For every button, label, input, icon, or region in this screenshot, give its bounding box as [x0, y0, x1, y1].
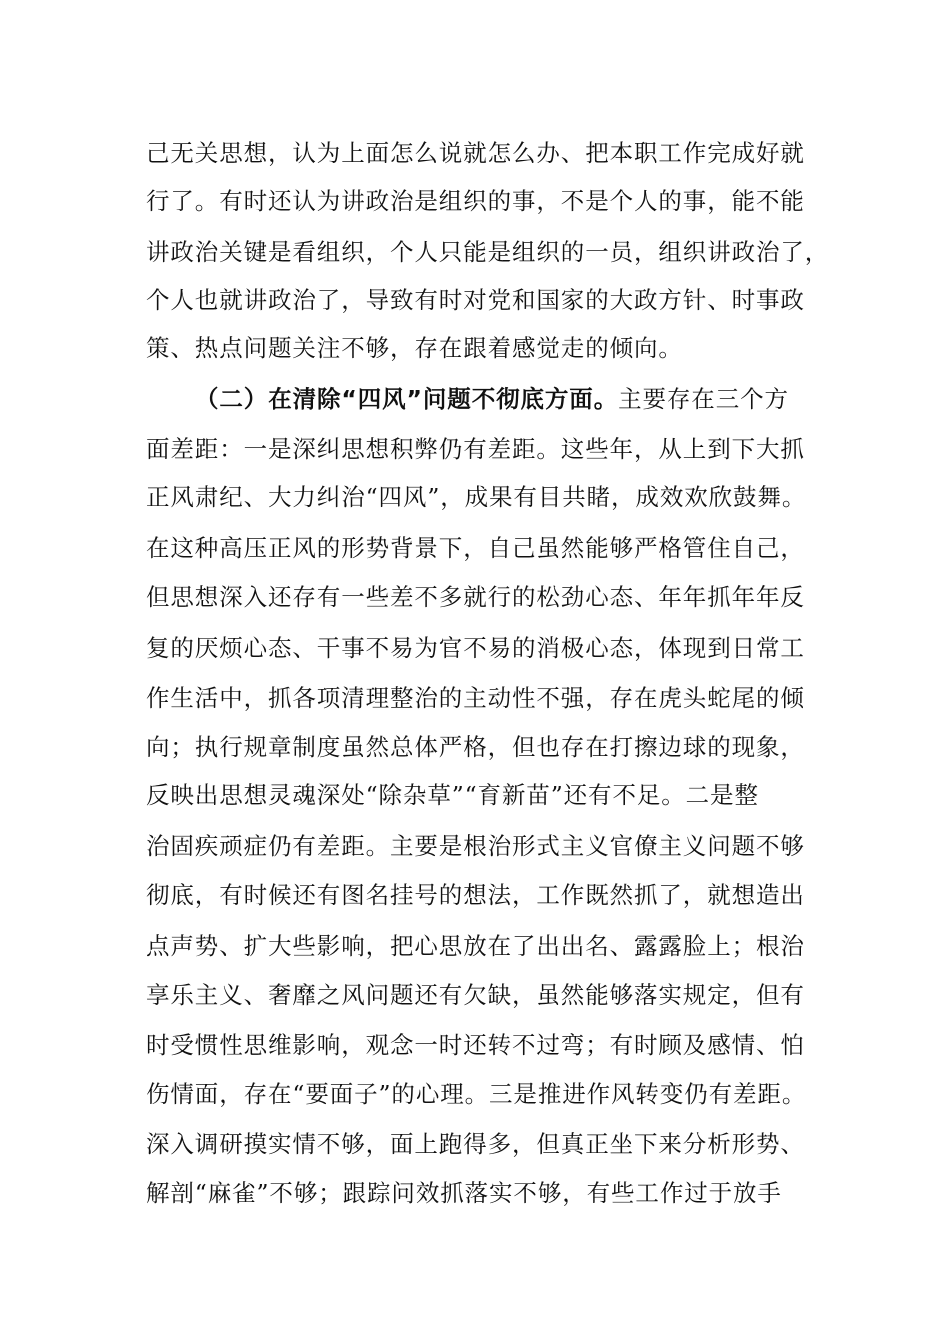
text-line: 策、热点问题关注不够，存在跟着感觉走的倾向。	[146, 334, 683, 362]
text-line: 解剖“麻雀”不够；跟踪问效抓落实不够，有些工作过于放手	[146, 1179, 782, 1207]
text-line: 享乐主义、奢靡之风问题还有欠缺，虽然能够落实规定，但有	[146, 981, 805, 1009]
text-line: 在这种高压正风的形势背景下，自己虽然能够严格管住自己，	[146, 534, 805, 562]
text-line: 伤情面，存在“要面子”的心理。三是推进作风转变仍有差距。	[146, 1080, 807, 1108]
text-line: 但思想深入还存有一些差不多就行的松劲心态、年年抓年年反	[146, 583, 805, 611]
text-line: 讲政治关键是看组织，个人只能是组织的一员，组织讲政治了，	[146, 238, 830, 266]
text-line: 时受惯性思维影响，观念一时还转不过弯；有时顾及感情、怕	[146, 1031, 805, 1059]
text-line: 彻底，有时候还有图名挂号的想法，工作既然抓了，就想造出	[146, 881, 805, 909]
section-heading: （二）在清除“四风”问题不彻底方面。	[195, 385, 619, 413]
text-line: 深入调研摸实情不够，面上跑得多，但真正坐下来分析形势、	[146, 1130, 805, 1158]
text-line: 正风肃纪、大力纠治“四风”，成果有目共睹，成效欢欣鼓舞。	[146, 483, 807, 511]
section-heading-rest: 主要存在三个方	[618, 385, 789, 413]
text-line: 复的厌烦心态、干事不易为官不易的消极心态，体现到日常工	[146, 634, 805, 662]
text-line: 点声势、扩大些影响，把心思放在了出出名、露露脸上；根治	[146, 932, 805, 960]
text-line: 行了。有时还认为讲政治是组织的事，不是个人的事，能不能	[146, 187, 805, 215]
text-line: 治固疾顽症仍有差距。主要是根治形式主义官僚主义问题不够	[146, 832, 805, 860]
text-line: 作生活中，抓各项清理整治的主动性不强，存在虎头蛇尾的倾	[146, 684, 805, 712]
section-heading-line	[195, 379, 814, 419]
text-line: 个人也就讲政治了，导致有时对党和国家的大政方针、时事政	[146, 286, 805, 314]
text-line: 己无关思想，认为上面怎么说就怎么办、把本职工作完成好就	[146, 139, 805, 167]
text-line: 反映出思想灵魂深处“除杂草”“育新苗”还有不足。二是整	[146, 781, 759, 809]
text-line: 面差距：一是深纠思想积弊仍有差距。这些年，从上到下大抓	[146, 435, 805, 463]
text-line: 向；执行规章制度虽然总体严格，但也存在打擦边球的现象，	[146, 733, 805, 761]
